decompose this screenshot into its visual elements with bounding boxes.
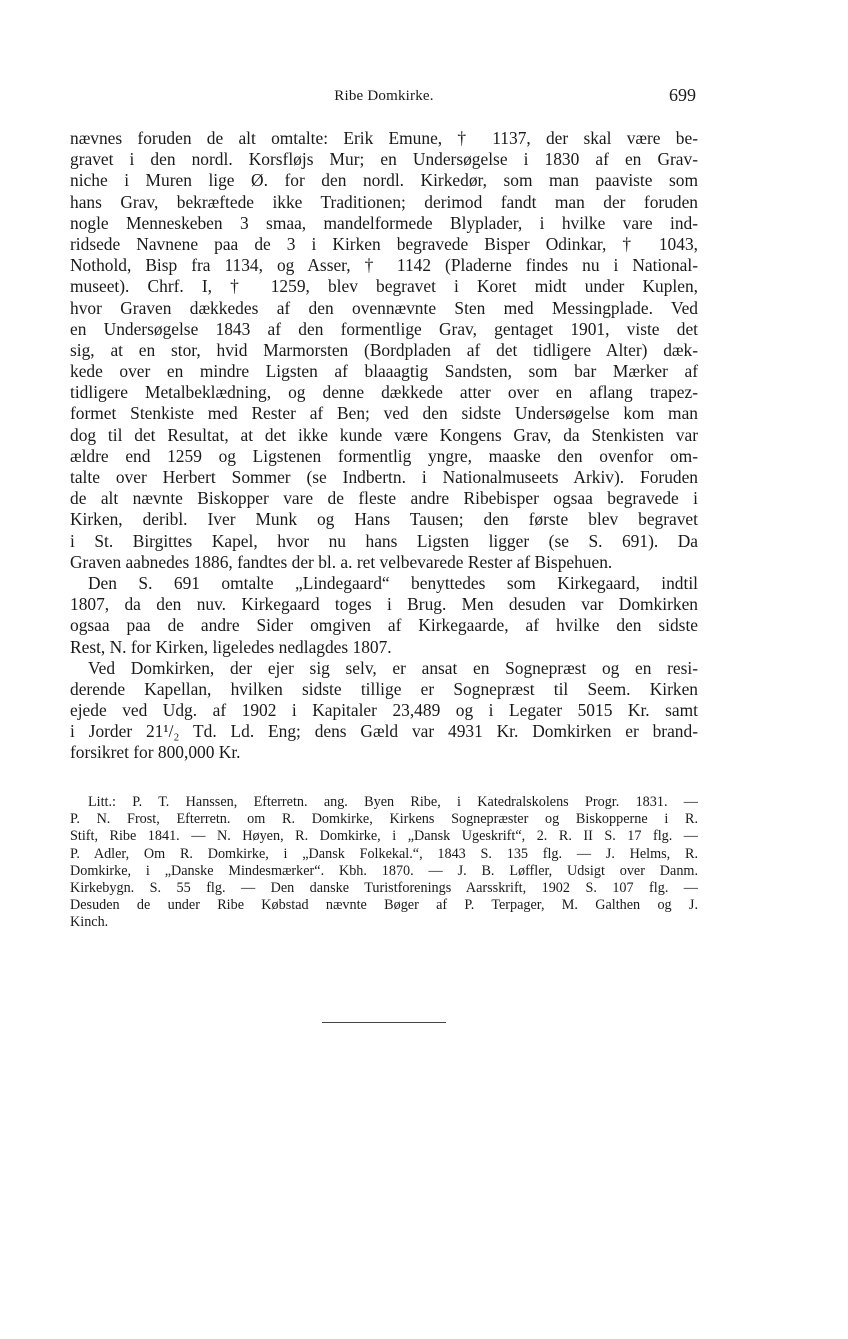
text-line: de alt nævnte Biskopper vare de fleste andre Ribebisper ogsaa begravede i	[70, 488, 698, 509]
reference-line: P. N. Frost, Efterretn. om R. Domkirke, Kirkens Sognepræster og Biskopperne i R.	[70, 811, 698, 828]
text-line: i St. Birgittes Kapel, hvor nu hans Ligsten ligger (se S. 691). Da	[70, 530, 698, 551]
text-line: ridsede Navnene paa de 3 i Kirken begravede Bisper Odinkar, † 1043,	[70, 233, 698, 254]
page-header	[70, 85, 698, 112]
text-line: Den S. 691 omtalte „Lindegaard“ benyttedes som Kirkegaard, indtil	[88, 572, 698, 593]
text-line: forsikret for 800,000 Kr.	[70, 742, 241, 763]
reference-line: Kinch.	[70, 914, 109, 931]
reference-line: Kirkebygn. S. 55 flg. — Den danske Turistforenings Aarsskrift, 1902 S. 107 flg. —	[70, 879, 698, 896]
text-line: hans Grav, bekræftede ikke Traditionen; derimod fandt man der foruden	[70, 191, 698, 212]
text-line: hvor Graven dækkedes af den ovennævnte Sten med Messingplade. Ved	[70, 297, 698, 318]
text-line: Rest, N. for Kirken, ligeledes nedlagdes 1807.	[70, 636, 392, 657]
literature-references	[70, 794, 698, 932]
text-line: formet Stenkiste med Rester af Ben; ved den sidste Undersøgelse kom man	[70, 403, 698, 424]
body-text	[70, 128, 698, 764]
text-line: ogsaa paa de andre Sider omgiven af Kirkegaarde, af hvilke den sidste	[70, 615, 698, 636]
text-line: ejede ved Udg. af 1902 i Kapitaler 23,489 og i Legater 5015 Kr. samt	[70, 700, 698, 721]
text-line: gravet i den nordl. Korsfløjs Mur; en Undersøgelse i 1830 af en Grav-	[70, 149, 698, 170]
text-line: tidligere Metalbeklædning, og denne dækkede atter over en aflang trapez-	[70, 382, 698, 403]
section-divider	[322, 1022, 446, 1023]
text-line: 1807, da den nuv. Kirkegaard toges i Brug. Men desuden var Domkirken	[70, 594, 698, 615]
text-line: derende Kapellan, hvilken sidste tillige er Sognepræst til Seem. Kirken	[70, 678, 698, 699]
text-line: nogle Menneskeben 3 smaa, mandelformede Blyplader, i hvilke vare ind-	[70, 212, 698, 233]
page-number: 699	[669, 85, 696, 105]
text-line: kede over en mindre Ligsten af blaaagtig Sandsten, som bar Mærker af	[70, 361, 698, 382]
text-line: dog til det Resultat, at det ikke kunde være Kongens Grav, da Stenkisten var	[70, 424, 698, 445]
text-line: ældre end 1259 og Ligstenen formentlig yngre, maaske den ovenfor om-	[70, 445, 698, 466]
text-line: talte over Herbert Sommer (se Indbertn. i Nationalmuseets Arkiv). Foruden	[70, 467, 698, 487]
text-line: i Jorder 21¹/₂ Td. Ld. Eng; dens Gæld var 4931 Kr. Domkirken er brand-	[70, 721, 698, 742]
reference-line: Domkirke, i „Danske Mindesmærker“. Kbh. 1870. — J. B. Løffler, Udsigt over Danm.	[70, 862, 698, 879]
reference-line: P. Adler, Om R. Domkirke, i „Dansk Folkekal.“, 1843 S. 135 flg. — J. Helms, R.	[70, 845, 698, 862]
reference-line: Litt.: P. T. Hanssen, Efterretn. ang. Byen Ribe, i Katedralskolens Progr. 1831. —	[88, 794, 698, 810]
text-line: Nothold, Bisp fra 1134, og Asser, † 1142 (Pladerne findes nu i National-	[70, 255, 698, 276]
text-line: museet). Chrf. I, † 1259, blev begravet i Koret midt under Kuplen,	[70, 276, 698, 297]
reference-line: Stift, Ribe 1841. — N. Høyen, R. Domkirke, i „Dansk Ugeskrift“, 2. R. II S. 17 flg. —	[70, 828, 698, 845]
text-line: en Undersøgelse 1843 af den formentlige Grav, gentaget 1901, viste det	[70, 318, 698, 339]
text-line: Ved Domkirken, der ejer sig selv, er ansat en Sognepræst og en resi-	[88, 657, 698, 678]
text-line: Kirken, deribl. Iver Munk og Hans Tausen; den første blev begravet	[70, 509, 698, 530]
running-title: Ribe Domkirke.	[334, 88, 434, 104]
text-line: nævnes foruden de alt omtalte: Erik Emune, † 1137, der skal være be-	[70, 128, 698, 148]
text-line: Graven aabnedes 1886, fandtes der bl. a. ret velbevarede Rester af Bispehuen.	[70, 551, 613, 572]
text-line: niche i Muren lige Ø. for den nordl. Kirkedør, som man paaviste som	[70, 170, 698, 191]
reference-line: Desuden de under Ribe Købstad nævnte Bøger af P. Terpager, M. Galthen og J.	[70, 897, 698, 914]
text-line: sig, at en stor, hvid Marmorsten (Bordpladen af det tidligere Alter) dæk-	[70, 339, 698, 360]
